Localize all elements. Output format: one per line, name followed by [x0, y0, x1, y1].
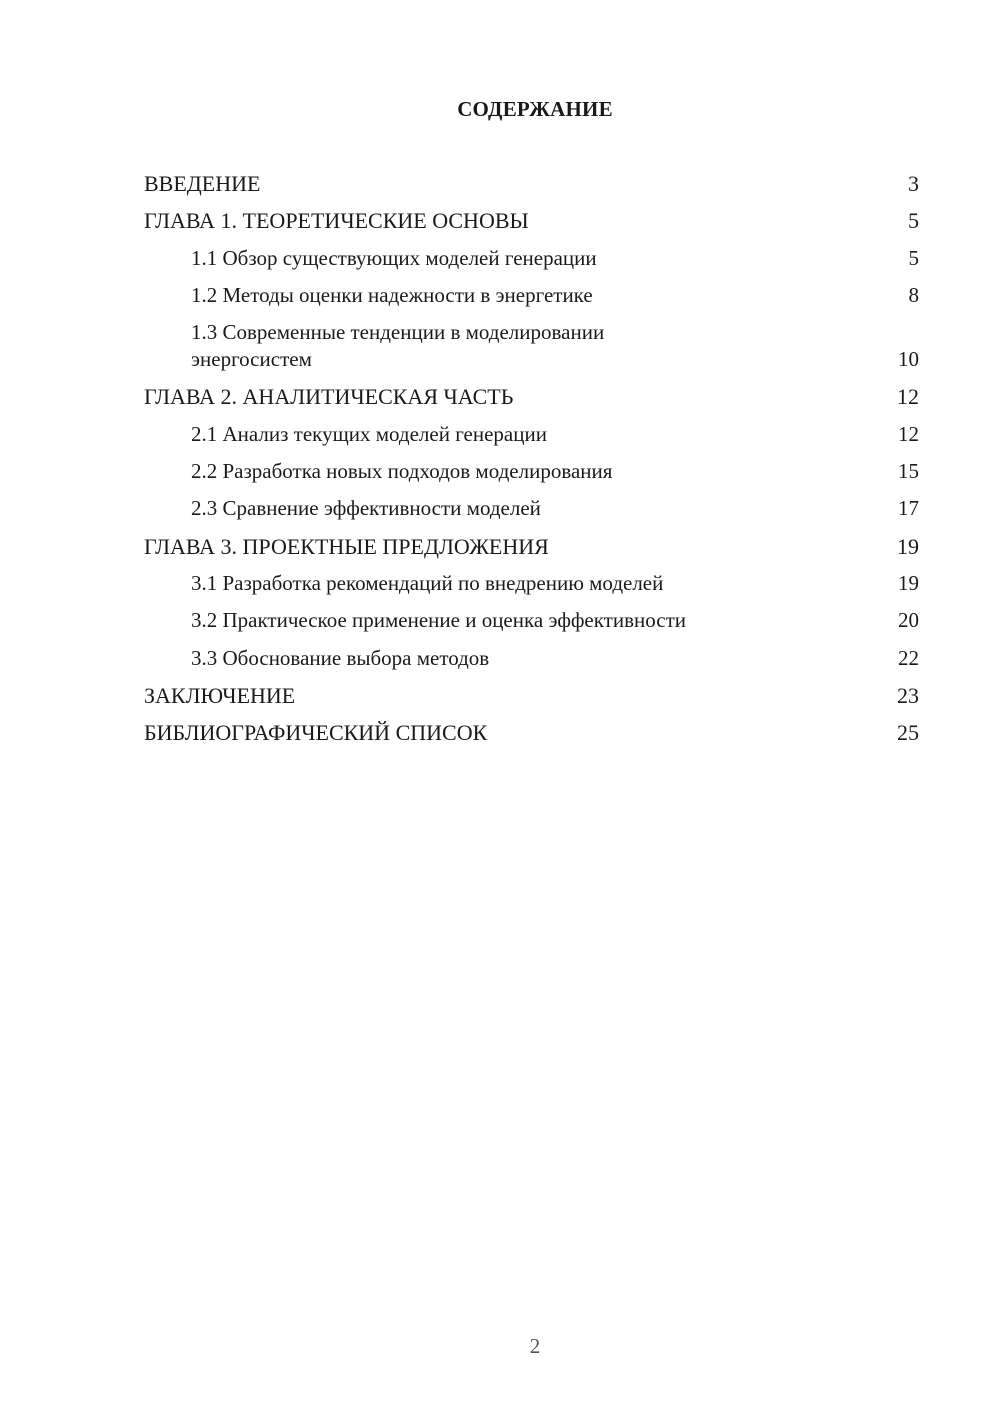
toc-entry-page: 5 [908, 208, 919, 234]
toc-entry-section-1-1[interactable] [144, 245, 919, 272]
toc-entry-label: 2.1 Анализ текущих моделей генерации [191, 421, 547, 446]
toc-entry-chapter-3[interactable] [144, 533, 919, 560]
toc-entry-page: 8 [908, 282, 919, 307]
toc-entry-page: 12 [897, 384, 919, 410]
toc-entry-chapter-1[interactable] [144, 207, 919, 234]
toc-entry-bibliography[interactable] [144, 719, 919, 746]
page-number: 2 [529, 1334, 541, 1358]
toc-entry-label: ЗАКЛЮЧЕНИЕ [144, 682, 296, 708]
toc-entry-page: 12 [898, 421, 919, 446]
toc-entry-page: 3 [908, 171, 919, 196]
toc-entry-label: 1.2 Методы оценки надежности в энергетике [191, 282, 593, 307]
toc-entry-section-3-3[interactable] [144, 645, 919, 672]
toc-entry-page: 5 [908, 245, 919, 270]
toc-entry-label: 2.3 Сравнение эффективности моделей [191, 496, 541, 521]
toc-entry-label: ВВЕДЕНИЕ [144, 171, 261, 196]
toc-entry-page: 10 [898, 347, 919, 372]
toc-entry-section-1-3[interactable] [144, 319, 919, 373]
toc-entry-page: 20 [898, 608, 919, 633]
toc-entry-label: 1.1 Обзор существующих моделей генерации [191, 245, 597, 270]
toc-entry-section-3-1[interactable] [144, 570, 919, 597]
toc-entry-page: 25 [897, 720, 919, 746]
toc-entry-page: 23 [897, 682, 919, 708]
toc-entry-label: ГЛАВА 2. АНАЛИТИЧЕСКАЯ ЧАСТЬ [144, 384, 514, 410]
toc-entry-label: БИБЛИОГРАФИЧЕСКИЙ СПИСОК [144, 720, 488, 746]
toc-entry-page: 22 [898, 645, 919, 670]
toc-entry-page: 19 [898, 570, 919, 595]
toc-entry-section-2-2[interactable] [144, 458, 919, 485]
toc-entry-label: ГЛАВА 3. ПРОЕКТНЫЕ ПРЕДЛОЖЕНИЯ [144, 533, 549, 559]
toc-entry-chapter-2[interactable] [144, 383, 919, 410]
toc-entry-label: 3.1 Разработка рекомендаций по внедрению моделей [191, 570, 664, 595]
toc-entry-label: 1.3 Современные тенденции в моделировании энергосистем [191, 320, 605, 372]
toc-entry-label: ГЛАВА 1. ТЕОРЕТИЧЕСКИЕ ОСНОВЫ [144, 208, 529, 234]
toc-entry-label: 3.2 Практическое применение и оценка эффективности [191, 608, 687, 633]
toc-entry-label: 2.2 Разработка новых подходов моделирования [191, 459, 613, 484]
toc-entry-conclusion[interactable] [144, 682, 919, 709]
toc-entry-introduction[interactable] [144, 170, 919, 197]
page-title: СОДЕРЖАНИЕ [457, 97, 613, 121]
toc-entry-section-2-1[interactable] [144, 421, 919, 448]
toc-entry-page: 15 [898, 459, 919, 484]
toc-entry-section-3-2[interactable] [144, 607, 919, 634]
table-of-contents [144, 170, 919, 756]
toc-entry-section-2-3[interactable] [144, 495, 919, 522]
toc-entry-label: 3.3 Обоснование выбора методов [191, 645, 490, 670]
toc-entry-page: 19 [897, 533, 919, 559]
toc-entry-section-1-2[interactable] [144, 282, 919, 309]
toc-entry-page: 17 [898, 496, 919, 521]
